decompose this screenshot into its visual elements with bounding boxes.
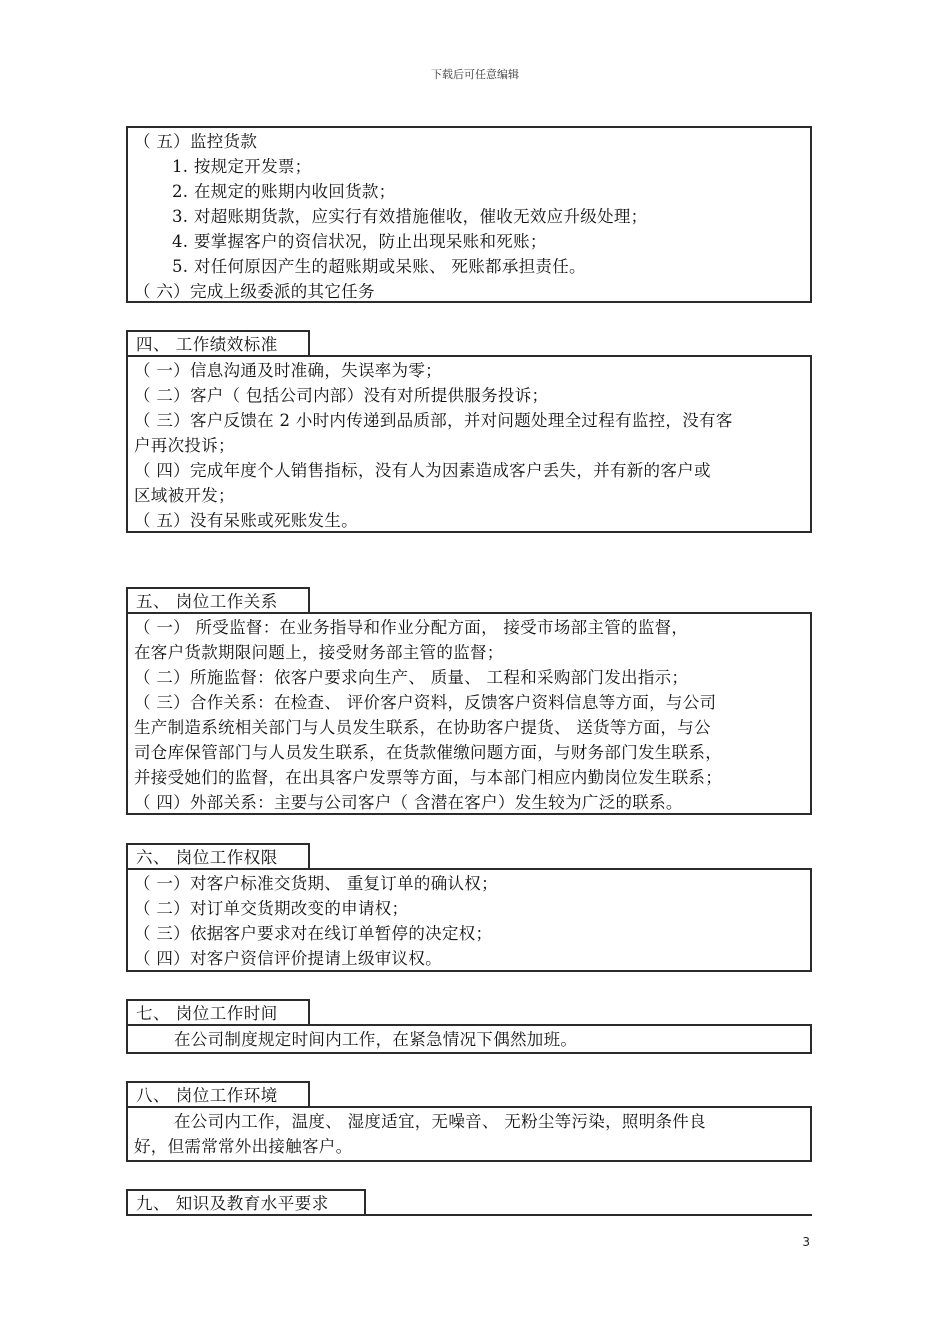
performance-box	[126, 355, 812, 533]
list-item: 1. 按规定开发票；	[172, 157, 312, 176]
list-item: （ 四）对客户资信评价提请上级审议权。	[134, 949, 442, 968]
list-item: （ 一） 所受监督：在业务指导和作业分配方面， 接受市场部主管的监督，	[134, 618, 689, 637]
section-title-education: 九、 知识及教育水平要求	[126, 1189, 366, 1216]
relations-box	[126, 612, 812, 815]
section-title-authority: 六、 岗位工作权限	[126, 843, 310, 870]
list-item: （ 三）合作关系：在检查、 评价客户资料，反馈客户资料信息等方面，与公司	[134, 693, 717, 712]
authority-box	[126, 868, 812, 972]
list-item: 2. 在规定的账期内收回货款；	[172, 182, 396, 201]
list-item: 司仓库保管部门与人员发生联系，在货款催缴问题方面，与财务部门发生联系，	[134, 743, 722, 762]
list-item: （ 一）信息沟通及时准确，失误率为零；	[134, 361, 442, 380]
section-title-environment: 八、 岗位工作环境	[126, 1081, 310, 1108]
environment-box	[126, 1106, 812, 1162]
list-item: （ 五）监控货款	[134, 132, 258, 151]
list-item: 并接受她们的监督，在出具客户发票等方面，与本部门相应内勤岗位发生联系；	[134, 768, 722, 787]
section-divider	[126, 1214, 812, 1216]
list-item: 户再次投诉；	[134, 436, 235, 455]
list-item: （ 二）对订单交货期改变的申请权；	[134, 899, 409, 918]
list-item: 在公司内工作，温度、 湿度适宜，无噪音、 无粉尘等污染，照明条件良	[174, 1112, 706, 1131]
list-item: 区域被开发；	[134, 486, 235, 505]
list-item: （ 三）依据客户要求对在线订单暂停的决定权；	[134, 924, 493, 943]
section-title-work-time: 七、 岗位工作时间	[126, 999, 310, 1026]
list-item: （ 四）外部关系：主要与公司客户（ 含潜在客户）发生较为广泛的联系。	[134, 793, 683, 812]
list-item: 生产制造系统相关部门与人员发生联系，在协助客户提货、 送货等方面，与公	[134, 718, 711, 737]
list-item: 在客户货款期限问题上，接受财务部主管的监督；	[134, 643, 504, 662]
section-title-relations: 五、 岗位工作关系	[126, 587, 310, 614]
list-item: （ 一）对客户标准交货期、 重复订单的确认权；	[134, 874, 498, 893]
section-title-performance: 四、 工作绩效标准	[126, 330, 310, 357]
list-item: （ 二）客户（ 包括公司内部）没有对所提供服务投诉；	[134, 386, 549, 405]
list-item: （ 六）完成上级委派的其它任务	[134, 282, 375, 301]
list-item: 5. 对任何原因产生的超账期或呆账、 死账都承担责任。	[172, 257, 586, 276]
list-item: 好，但需常常外出接触客户。	[134, 1137, 353, 1156]
list-item: （ 二）所施监督：依客户要求向生产、 质量、 工程和采购部门发出指示；	[134, 668, 689, 687]
list-item: （ 四）完成年度个人销售指标，没有人为因素造成客户丢失，并有新的客户或	[134, 461, 711, 480]
list-item: （ 五）没有呆账或死账发生。	[134, 511, 358, 530]
list-item: 4. 要掌握客户的资信状况，防止出现呆账和死账；	[172, 232, 547, 251]
monitoring-box	[126, 126, 812, 303]
work-time-box	[126, 1024, 812, 1054]
header-note: 下载后可任意编辑	[431, 68, 519, 81]
page-number: 3	[802, 1235, 810, 1249]
list-item: 在公司制度规定时间内工作，在紧急情况下偶然加班。	[174, 1030, 578, 1049]
list-item: （ 三）客户反馈在 2 小时内传递到品质部，并对问题处理全过程有监控，没有客	[134, 411, 733, 430]
list-item: 3. 对超账期货款，应实行有效措施催收，催收无效应升级处理；	[172, 207, 648, 226]
